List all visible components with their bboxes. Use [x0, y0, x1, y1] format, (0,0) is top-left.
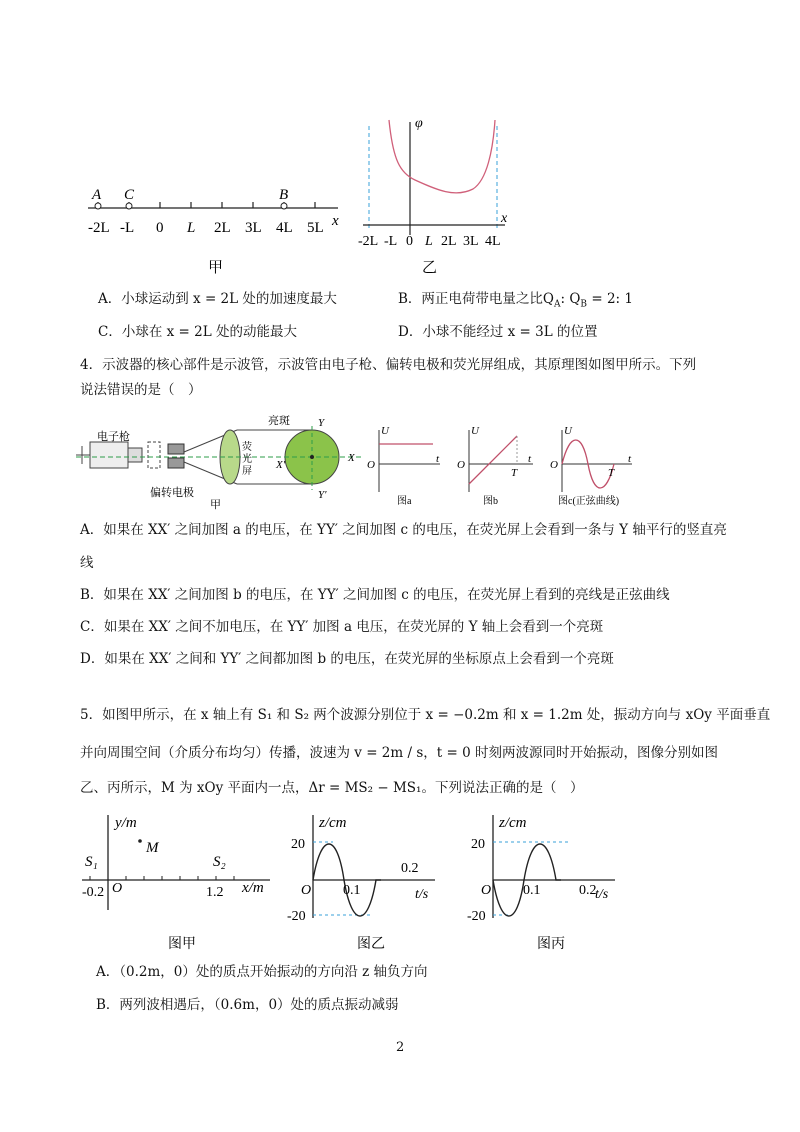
- page-number: 2: [396, 1040, 405, 1055]
- q4-option-b: B．如果在 XX′ 之间加图 b 的电压，在 YY′ 之间加图 c 的电压，在荧光屏上看到的亮线是正弦曲线: [80, 587, 670, 603]
- q5-figure-jia: [80, 810, 280, 955]
- figure-jia-number-line: [80, 180, 360, 280]
- svg-text:U: U: [471, 425, 479, 437]
- svg-text:T: T: [608, 467, 615, 479]
- figure-caption: 乙: [422, 260, 438, 276]
- svg-text:光: 光: [242, 454, 252, 465]
- svg-text:屏: 屏: [242, 466, 252, 477]
- tick-label: 0: [156, 220, 164, 236]
- figure-caption: 图甲: [168, 937, 196, 952]
- svg-text:1.2: 1.2: [206, 885, 224, 900]
- q4-option-a-line2: 线: [80, 555, 94, 571]
- svg-text:U: U: [564, 425, 572, 437]
- tick-label: 3L: [463, 234, 479, 249]
- svg-text:Y′: Y′: [318, 489, 327, 501]
- point-a-label: A: [92, 187, 102, 203]
- graph-caption: 图c(正弦曲线): [558, 496, 620, 507]
- q4-option-c: C．如果在 XX′ 之间不加电压，在 YY′ 加图 a 电压，在荧光屏的 Y 轴上会看到一个亮斑: [80, 619, 604, 635]
- figure-caption: 图丙: [537, 937, 565, 952]
- svg-text:O: O: [301, 883, 312, 898]
- svg-text:-0.2: -0.2: [82, 885, 105, 900]
- svg-text:Y: Y: [318, 417, 325, 429]
- svg-text:20: 20: [291, 837, 305, 852]
- svg-text:0.1: 0.1: [343, 883, 361, 898]
- q4-option-a-line1: A．如果在 XX′ 之间加图 a 的电压，在 YY′ 之间加图 c 的电压，在荧光屏上会看到一条与 Y 轴平行的竖直亮: [80, 522, 727, 538]
- svg-text:S₁: S₁: [85, 854, 98, 870]
- q3-option-c: C．小球在 x = 2L 处的动能最大: [98, 324, 297, 340]
- svg-text:O: O: [367, 459, 375, 471]
- q4-graph-a: [365, 422, 450, 507]
- y-axis-label: φ: [415, 116, 423, 131]
- graph-caption: 图a: [397, 496, 412, 507]
- svg-text:0.2: 0.2: [401, 861, 419, 876]
- svg-text:O: O: [481, 883, 492, 898]
- q4-graph-b: [455, 422, 540, 507]
- q5-stem-line2: 并向周围空间（介质分布均匀）传播，波速为 v = 2m / s，t = 0 时刻两波源同时开始振动，图像分别如图: [80, 745, 718, 761]
- q4-graph-c: [548, 422, 648, 507]
- tick-label: 2L: [441, 234, 457, 249]
- electrode-label: 偏转电极: [150, 487, 194, 499]
- q5-figure-yi: [285, 810, 450, 955]
- tick-label: -2L: [358, 234, 379, 249]
- tick-label: L: [187, 220, 196, 236]
- tick-label: -L: [384, 234, 398, 249]
- tick-label: 0: [406, 234, 413, 249]
- tick-label: 5L: [307, 220, 324, 236]
- figure-caption: 甲: [208, 260, 224, 276]
- svg-text:t: t: [528, 453, 532, 465]
- svg-text:x/m: x/m: [242, 880, 264, 896]
- svg-text:O: O: [550, 459, 558, 471]
- svg-text:t/s: t/s: [595, 887, 609, 902]
- figure-yi-potential: [355, 110, 525, 285]
- point-c-label: C: [124, 187, 135, 203]
- svg-text:0.2: 0.2: [579, 883, 597, 898]
- tick-label: L: [425, 234, 433, 249]
- svg-text:O: O: [457, 459, 465, 471]
- q4-stem-line1: 4．示波器的核心部件是示波管，示波管由电子枪、偏转电极和荧光屏组成，其原理图如图甲所示。下列: [80, 357, 697, 373]
- q5-figure-bing: [465, 810, 630, 955]
- svg-text:t/s: t/s: [415, 887, 429, 902]
- q4-crt-diagram: [72, 412, 372, 512]
- tick-label: 4L: [485, 234, 501, 249]
- x-axis-label: x: [501, 211, 508, 226]
- svg-text:z/cm: z/cm: [499, 815, 527, 831]
- svg-text:20: 20: [471, 837, 485, 852]
- q5-stem-line1: 5．如图甲所示，在 x 轴上有 S₁ 和 S₂ 两个波源分别位于 x = −0.2m 和 x = 1.2m 处，振动方向与 xOy 平面垂直: [80, 707, 771, 723]
- svg-text:t: t: [628, 453, 632, 465]
- svg-text:t: t: [436, 453, 440, 465]
- svg-text:T: T: [511, 467, 518, 479]
- tick-label: -L: [120, 220, 135, 236]
- q5-option-b: B．两列波相遇后，（0.6m，0）处的质点振动减弱: [96, 997, 399, 1013]
- q3-option-a: A．小球运动到 x = 2L 处的加速度最大: [98, 291, 337, 307]
- svg-text:O: O: [112, 881, 123, 896]
- svg-text:X′: X′: [276, 459, 286, 471]
- figure-caption: 甲: [210, 499, 221, 511]
- svg-text:U: U: [381, 425, 389, 437]
- q4-option-d: D．如果在 XX′ 之间和 YY′ 之间都加图 b 的电压，在荧光屏的坐标原点上会看到一个亮斑: [80, 651, 614, 667]
- svg-text:0.1: 0.1: [523, 883, 541, 898]
- q3-option-d: D．小球不能经过 x = 3L 的位置: [398, 324, 598, 340]
- svg-text:X: X: [348, 452, 355, 464]
- svg-text:-20: -20: [467, 909, 486, 924]
- svg-text:z/cm: z/cm: [319, 815, 347, 831]
- svg-text:S₂: S₂: [213, 854, 226, 870]
- spot-label: 亮斑: [268, 415, 290, 427]
- x-axis-label: x: [332, 213, 339, 229]
- tick-label: 4L: [276, 220, 293, 236]
- q3-option-b: B．两正电荷带电量之比$Q_A$: $Q_B = 2$: 1: [398, 291, 633, 310]
- q4-stem-line2: 说法错误的是（ ）: [80, 382, 202, 398]
- svg-text:y/m: y/m: [115, 815, 137, 831]
- q5-option-a: A．（0.2m，0）处的质点开始振动的方向沿 z 轴负方向: [96, 964, 428, 980]
- tick-label: 3L: [245, 220, 262, 236]
- svg-text:-20: -20: [287, 909, 306, 924]
- figure-caption: 图乙: [357, 937, 385, 952]
- svg-text:M: M: [146, 840, 159, 856]
- graph-caption: 图b: [483, 496, 498, 507]
- tick-label: 2L: [214, 220, 231, 236]
- gun-label: 电子枪: [97, 431, 130, 443]
- svg-text:荧: 荧: [242, 442, 252, 453]
- q5-stem-line3: 乙、丙所示，M 为 xOy 平面内一点，Δr = MS₂ − MS₁。下列说法正确的是（ ）: [80, 780, 584, 796]
- tick-label: -2L: [88, 220, 110, 236]
- point-b-label: B: [279, 187, 289, 203]
